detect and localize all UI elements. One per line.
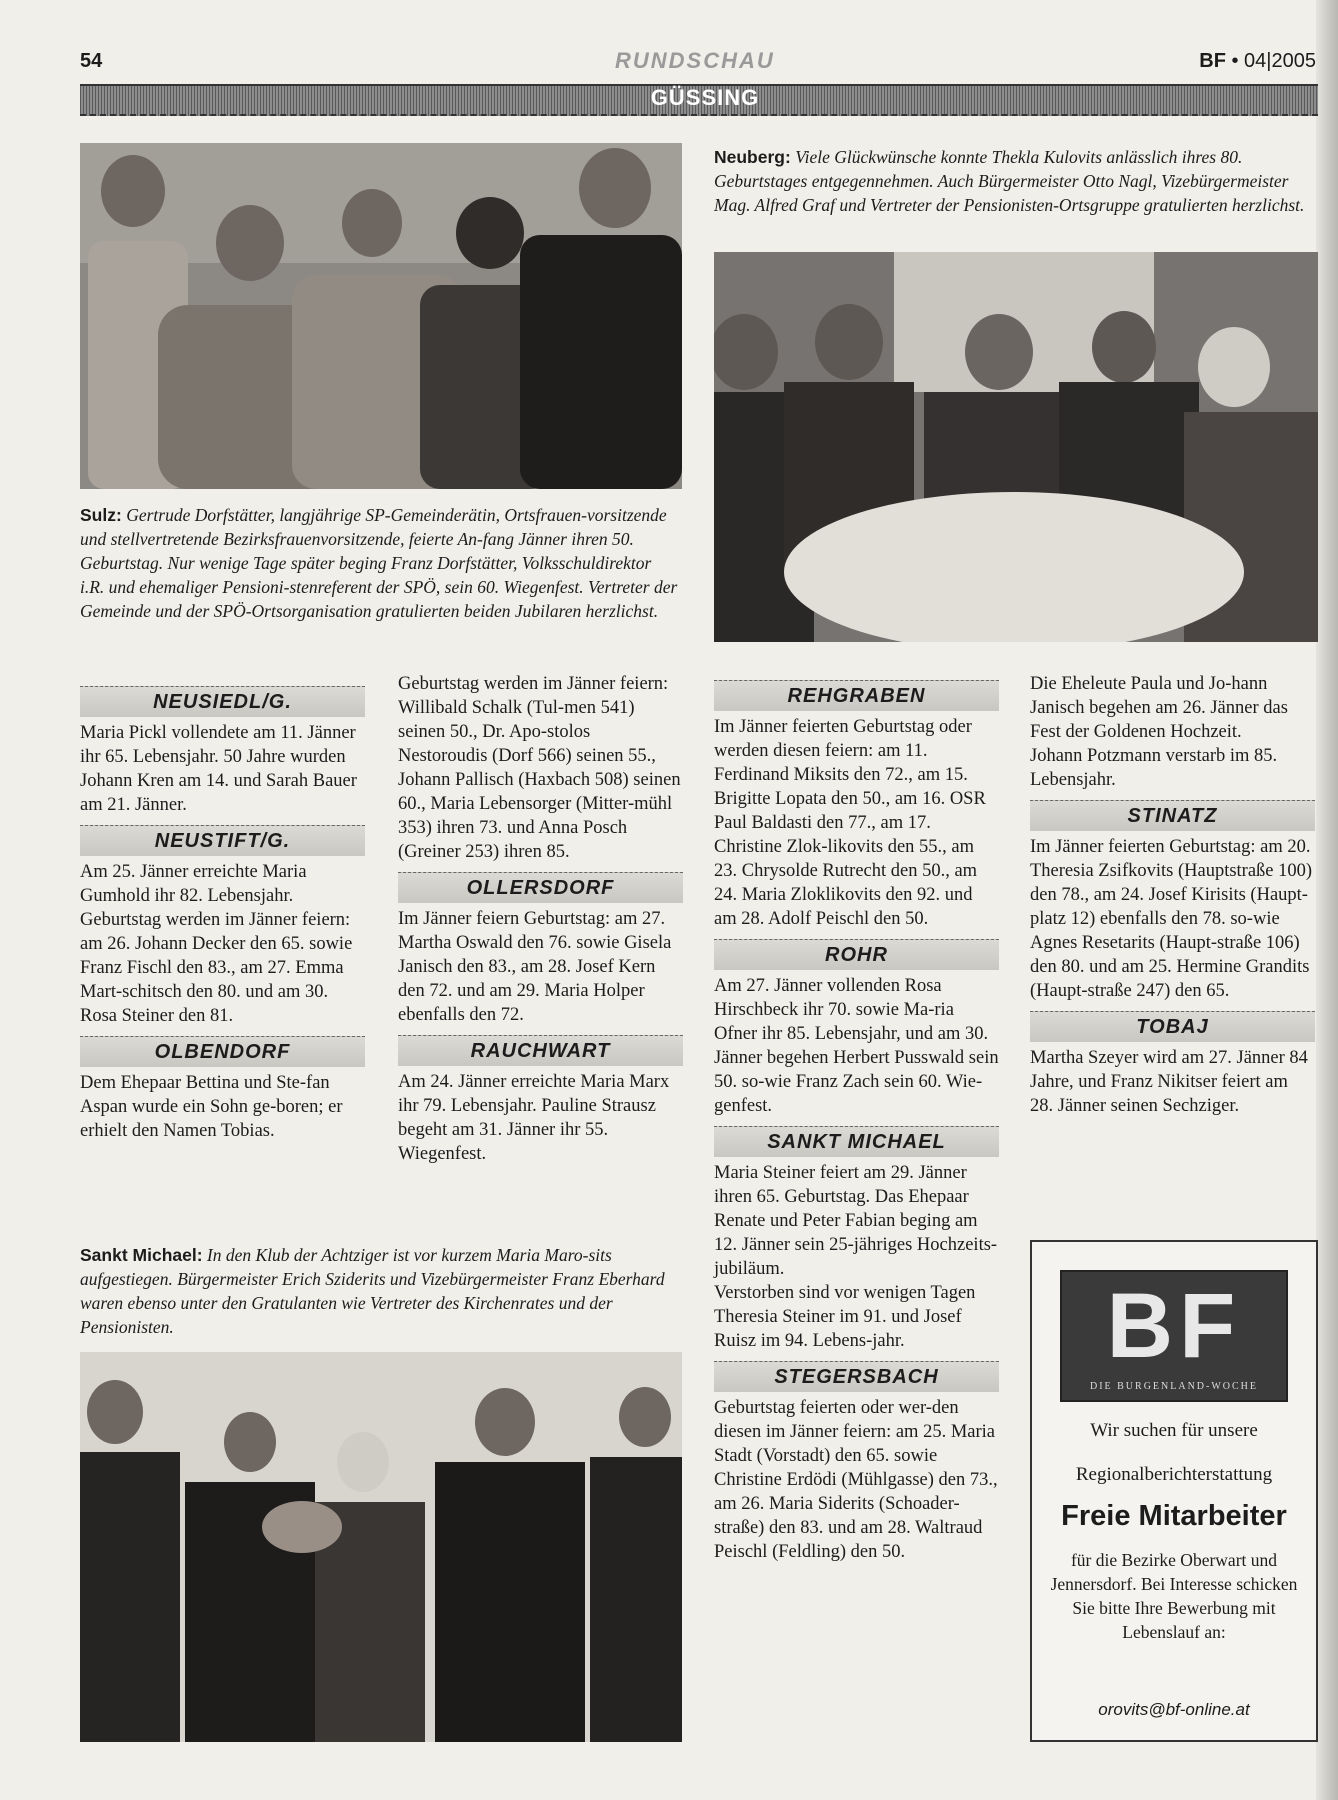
- ad-email[interactable]: orovits@bf-online.at: [1098, 1700, 1250, 1719]
- section-header-neustift: NEUSTIFT/G.: [80, 825, 365, 856]
- column-3: [714, 672, 999, 1564]
- article-tobaj: Martha Szeyer wird am 27. Jänner 84 Jahre, und Franz Nikitser feiert am 28. Jänner seinen Sechziger.: [1030, 1048, 1308, 1116]
- section-header-olbendorf: OLBENDORF: [80, 1036, 365, 1067]
- article-rehgraben: Im Jänner feierten Geburtstag oder werden diesen feiern: am 11. Ferdinand Miksits den 72., am 15. Brigitte Lopata den 50., am 16. OSR Paul Baldasti den 77., am 17. Christine Zlok-likovits den 55., am 23. Chrysolde Rutrecht den 50., am 24. Maria Zloklikovits den 92. und am 28. Adolf Peischl den 50.: [714, 717, 986, 929]
- caption-sankt-michael: [80, 1243, 680, 1339]
- ad-headline: Freie Mitarbeiter: [1061, 1500, 1287, 1532]
- job-advertisement: [1030, 1240, 1318, 1742]
- page-edge: [1316, 0, 1338, 1800]
- article-continued: Geburtstag werden im Jänner feiern: Willibald Schalk (Tul-men 541) seinen 50., Dr. Apo-stolos Nestoroudis (Dorf 566) seinen 55., Johann Pallisch (Haxbach 508) seinen 60., Maria Lebensorger (Mitter-mühl 353) ihren 73. und Anna Posch (Greiner 253) ihren 85.: [398, 674, 681, 862]
- caption-text: In den Klub der Achtziger ist vor kurzem Maria Maro-sits aufgestiegen. Bürgermeister Erich Sziderits und Vizebürgermeister Franz Eberhard waren ebenso unter den Gratulanten wie Vertreter des Kirchenrates und der Pensionisten.: [80, 1245, 665, 1337]
- section-header-ollersdorf: OLLERSDORF: [398, 872, 683, 903]
- caption-text: Viele Glückwünsche konnte Thekla Kulovits anlässlich ihres 80. Geburtstages entgegennehmen. Auch Bürgermeister Otto Nagl, Vizebürgermeister Mag. Alfred Graf und Vertreter der Pensionisten-Ortsgruppe gratulierten herzlichst.: [714, 147, 1305, 215]
- section-title: RUNDSCHAU: [615, 48, 775, 73]
- bf-logo-letters: BF: [1106, 1275, 1242, 1377]
- bf-logo-tagline: DIE BURGENLAND-WOCHE: [1089, 1381, 1259, 1392]
- caption-neuberg: [714, 145, 1314, 217]
- article-sankt-michael: Maria Steiner feiert am 29. Jänner ihren 65. Geburtstag. Das Ehepaar Renate und Peter Fabian beging am 12. Jänner sein 25-jähriges Hochzeits-jubiläum.: [714, 1163, 998, 1279]
- caption-place: Sankt Michael:: [80, 1245, 203, 1265]
- section-header-neusiedl: NEUSIEDL/G.: [80, 686, 365, 717]
- section-header-rauchwart: RAUCHWART: [398, 1035, 683, 1066]
- bf-logo: [1060, 1270, 1288, 1402]
- section-header-tobaj: TOBAJ: [1030, 1011, 1315, 1042]
- ad-department: Regionalberichterstattung: [1075, 1464, 1273, 1485]
- article-janisch: Die Eheleute Paula und Jo-hann Janisch begehen am 26. Jänner das Fest der Goldenen Hochzeit.: [1030, 674, 1288, 742]
- section-header-stegersbach: STEGERSBACH: [714, 1361, 999, 1392]
- section-header-rohr: ROHR: [714, 939, 999, 970]
- article-neustift: Am 25. Jänner erreichte Maria Gumhold ihr 82. Lebensjahr. Geburtstag werden im Jänner feiern: am 26. Johann Decker den 65. sowie Franz Fischl den 83., am 27. Emma Mart-schitsch den 80. und am 30. Rosa Steiner den 81.: [80, 862, 353, 1026]
- article-stegersbach: Geburtstag feierten oder wer-den diesen im Jänner feiern: am 25. Maria Stadt (Vorstadt) den 65. sowie Christine Erdödi (Mühlgasse) den 73., am 26. Maria Siderits (Schoader-straße) den 83. und am 28. Waltraud Peischl (Feldling) den 50.: [714, 1398, 998, 1562]
- caption-text: Gertrude Dorfstätter, langjährige SP-Gemeinderätin, Ortsfrauen-vorsitzende und stellvertretende Bezirksfrauenvorsitzende, feierte An-fang Jänner ihren 50. Geburtstag. Nur wenige Tage später beging Franz Dorfstätter, Volksschuldirektor i.R. und ehemaliger Pensioni-stenreferent der SPÖ, sein 60. Wiegenfest. Vertreter der Gemeinde und der SPÖ-Ortsorganisation gratulierten beiden Jubilaren herzlichst.: [80, 505, 678, 621]
- issue-number: • 04|2005: [1231, 50, 1316, 72]
- article-rauchwart: Am 24. Jänner erreichte Maria Marx ihr 79. Lebensjahr. Pauline Strausz begeht am 31. Jänner ihr 55. Wiegenfest.: [398, 1072, 670, 1164]
- article-stinatz: Im Jänner feierten Geburtstag: am 20. Theresia Zsifkovits (Hauptstraße 100) den 78., am 24. Josef Kirisits (Haupt-platz 12) ebenfalls den 78. so-wie Agnes Resetarits (Haupt-straße 106) den 80. und am 25. Hermine Grandits (Haupt-straße 247) den 65.: [1030, 837, 1313, 1001]
- photo-neuberg: [714, 252, 1318, 642]
- caption-sulz: [80, 503, 680, 623]
- article-ollersdorf: Im Jänner feiern Geburtstag: am 27. Martha Oswald den 76. sowie Gisela Janisch den 83., am 28. Josef Kern den 72. und am 29. Maria Holper ebenfalls den 72.: [398, 909, 672, 1025]
- ad-body: für die Bezirke Oberwart und Jennersdorf. Bei Interesse schicken Sie bitte Ihre Bewerbung mit Lebenslauf an:: [1050, 1550, 1298, 1642]
- photo-sulz: [80, 143, 682, 489]
- article-sankt-michael-deaths: Verstorben sind vor wenigen Tagen Theresia Steiner im 91. und Josef Ruisz im 94. Lebens-jahr.: [714, 1283, 976, 1351]
- page-number: 54: [80, 50, 103, 72]
- region-label: GÜSSING: [650, 85, 760, 110]
- article-potzmann: Johann Potzmann verstarb im 85. Lebensjahr.: [1030, 746, 1278, 790]
- photo-neuberg-people: [714, 252, 1318, 642]
- caption-place: Sulz:: [80, 505, 122, 525]
- ad-intro: Wir suchen für unsere: [1090, 1420, 1258, 1441]
- article-rohr: Am 27. Jänner vollenden Rosa Hirschbeck ihr 70. sowie Ma-ria Ofner ihr 85. Lebensjahr, und am 30. Jänner begehen Herbert Pusswald sein 50. so-wie Franz Zach sein 60. Wie-genfest.: [714, 976, 999, 1116]
- section-header-stinatz: STINATZ: [1030, 800, 1315, 831]
- article-neusiedl: Maria Pickl vollendete am 11. Jänner ihr 65. Lebensjahr. 50 Jahre wurden Johann Kren am 14. und Sarah Bauer am 21. Jänner.: [80, 723, 357, 815]
- issue-info: [1199, 50, 1316, 73]
- caption-place: Neuberg:: [714, 147, 791, 167]
- section-header-sankt-michael: SANKT MICHAEL: [714, 1126, 999, 1157]
- column-2: [398, 672, 683, 1166]
- photo-sankt-michael-people: [80, 1352, 682, 1742]
- article-olbendorf: Dem Ehepaar Bettina und Ste-fan Aspan wurde ein Sohn ge-boren; er erhielt den Namen Tobias.: [80, 1073, 343, 1141]
- brand: BF: [1199, 50, 1226, 72]
- column-1: [80, 678, 365, 1143]
- section-header-rehgraben: REHGRABEN: [714, 680, 999, 711]
- photo-sulz-people: [80, 143, 682, 489]
- column-4: [1030, 672, 1315, 1118]
- photo-sankt-michael: [80, 1352, 682, 1742]
